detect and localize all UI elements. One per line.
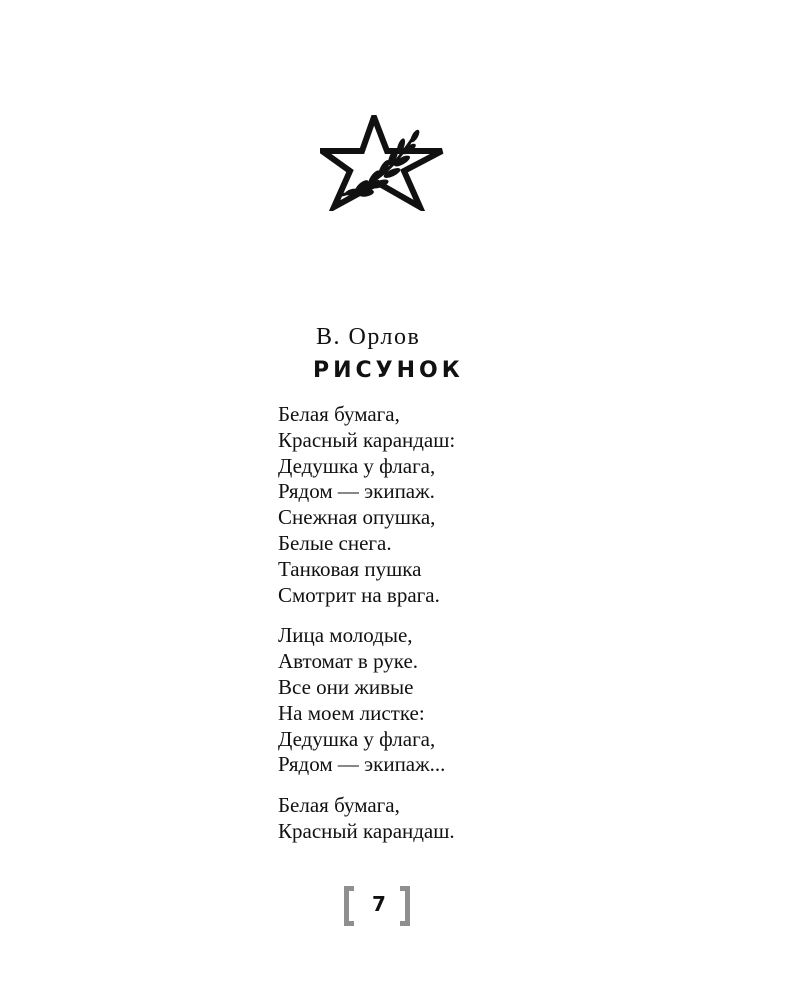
poem-line: Белая бумага, bbox=[278, 793, 400, 818]
poem-line: Танковая пушка bbox=[278, 556, 422, 581]
stanza-2 bbox=[278, 623, 578, 778]
poem-line: Рядом — экипаж. bbox=[278, 479, 435, 504]
poem-line: На моем листке: bbox=[278, 700, 425, 725]
right-bracket-icon bbox=[400, 886, 410, 926]
poem-line: Все они живые bbox=[278, 674, 414, 699]
emblem-star-laurel-icon bbox=[320, 115, 446, 211]
poem-line: Смотрит на врага. bbox=[278, 582, 440, 607]
poem-line: Красный карандаш. bbox=[278, 818, 455, 843]
stanza-3 bbox=[278, 793, 578, 845]
left-bracket-icon bbox=[344, 886, 354, 926]
page-number-block bbox=[340, 882, 420, 932]
poem-line: Дедушка у флага, bbox=[278, 726, 436, 751]
stanza-1 bbox=[278, 402, 578, 608]
poem-line: Автомат в руке. bbox=[278, 649, 419, 674]
poem-line: Рядом — экипаж... bbox=[278, 752, 446, 777]
page-number: 7 bbox=[372, 892, 386, 916]
poem-line: Красный карандаш: bbox=[278, 427, 456, 452]
poem-line: Белые снега. bbox=[278, 530, 392, 555]
poem-body bbox=[278, 402, 578, 860]
poem-author: В. Орлов bbox=[316, 324, 421, 350]
poem-title: РИСУНОК bbox=[313, 358, 464, 383]
poem-line: Снежная опушка, bbox=[278, 505, 436, 530]
poem-line: Лица молодые, bbox=[278, 623, 413, 648]
poem-line: Белая бумага, bbox=[278, 402, 400, 426]
poem-line: Дедушка у флага, bbox=[278, 453, 436, 478]
